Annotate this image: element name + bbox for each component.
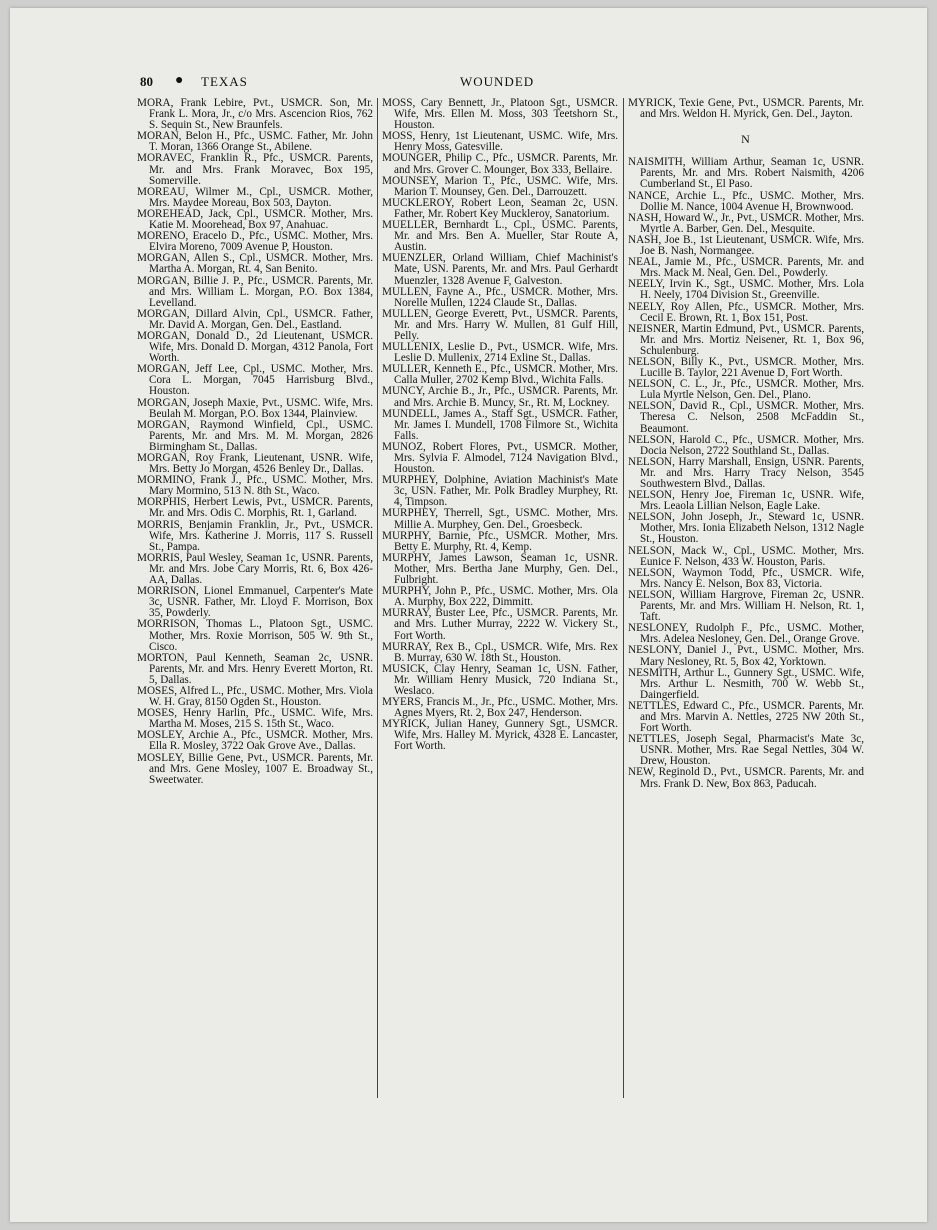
casualty-entry: NELSON, Waymon Todd, Pfc., USMCR. Wife, Mrs. Nancy E. Nelson, Box 83, Victoria. bbox=[628, 566, 864, 590]
casualty-entry: MORA, Frank Lebire, Pvt., USMCR. Son, Mr. Frank L. Mora, Jr., c/o Mrs. Ascencion Rios, 762 S. Sequin St., New Braunfels. bbox=[137, 97, 373, 132]
casualty-entry: MORGAN, Billie J. P., Pfc., USMCR. Parents, Mr. and Mrs. William L. Morgan, P.O. Box 1384, Levelland. bbox=[137, 274, 373, 309]
casualty-entry: MUELLER, Bernhardt L., Cpl., USMC. Parents, Mr. and Mrs. Ben A. Mueller, Star Route A, Austin. bbox=[382, 219, 618, 254]
casualty-entry: MORPHIS, Herbert Lewis, Pvt., USMCR. Parents, Mr. and Mrs. Odis C. Morphis, Rt. 1, Garland. bbox=[137, 496, 373, 520]
casualty-entry: NASH, Joe B., 1st Lieutenant, USMCR. Wife, Mrs. Joe B. Nash, Normangee. bbox=[628, 233, 864, 258]
casualty-entry: NESLONY, Daniel J., Pvt., USMC. Mother, Mrs. Mary Nesloney, Rt. 5, Box 42, Yorktown. bbox=[628, 644, 864, 668]
header-state: TEXAS bbox=[201, 74, 248, 89]
casualty-entry: MULLEN, George Everett, Pvt., USMCR. Parents, Mr. and Mrs. Harry W. Mullen, 81 Gulf Hill, Pelly. bbox=[382, 307, 618, 342]
casualty-entry: NELSON, David R., Cpl., USMCR. Mother, Mrs. Theresa C. Nelson, 2508 McFaddin St., Beaumont. bbox=[628, 400, 864, 435]
casualty-entry: MORGAN, Roy Frank, Lieutenant, USNR. Wife, Mrs. Betty Jo Morgan, 4526 Benley Dr., Dallas. bbox=[137, 452, 373, 476]
casualty-entry: MORRISON, Thomas L., Platoon Sgt., USMC. Mother, Mrs. Roxie Morrison, 505 W. 9th St., Cisco. bbox=[137, 618, 373, 653]
casualty-entry: MORTON, Paul Kenneth, Seaman 2c, USNR. Parents, Mr. and Mrs. Henry Everett Morton, Rt. 5, Dallas. bbox=[137, 651, 373, 686]
casualty-entry: MOUNGER, Philip C., Pfc., USMCR. Parents, Mr. and Mrs. Grover C. Mounger, Box 333, Bellaire. bbox=[382, 152, 618, 176]
casualty-entry: MOSLEY, Archie A., Pfc., USMCR. Mother, Mrs. Ella R. Mosley, 3722 Oak Grove Ave., Dallas. bbox=[137, 729, 373, 753]
column-3-entries-after bbox=[628, 157, 864, 789]
casualty-entry: NESMITH, Arthur L., Gunnery Sgt., USMC. Wife, Mrs. Arthur L. Nesmith, 700 W. Webb St., Daingerfield. bbox=[628, 666, 864, 701]
casualty-entry: NETTLES, Edward C., Pfc., USMCR. Parents, Mr. and Mrs. Marvin A. Nettles, 2725 NW 20th St., Fort Worth. bbox=[628, 699, 864, 735]
casualty-entry: MORGAN, Donald D., 2d Lieutenant, USMCR. Wife, Mrs. Donald D. Morgan, 4312 Panola, Fort Worth. bbox=[137, 329, 373, 365]
section-letter: N bbox=[741, 132, 751, 147]
column-1 bbox=[137, 98, 373, 786]
casualty-entry: MOSES, Henry Harlin, Pfc., USMC. Wife, Mrs. Martha M. Moses, 215 S. 15th St., Waco. bbox=[137, 707, 373, 731]
casualty-entry: MUNCY, Archie B., Jr., Pfc., USMCR. Parents, Mr. and Mrs. Archie B. Muncy, Sr., Rt. M, Lockney. bbox=[382, 385, 618, 409]
casualty-entry: NETTLES, Joseph Segal, Pharmacist's Mate 3c, USNR. Mother, Mrs. Rae Segal Nettles, 304 W. Drew, Houston. bbox=[628, 733, 864, 768]
casualty-entry: NELSON, Mack W., Cpl., USMC. Mother, Mrs. Eunice F. Nelson, 433 W. Houston, Paris. bbox=[628, 544, 864, 568]
casualty-entry: MORGAN, Jeff Lee, Cpl., USMC. Mother, Mrs. Cora L. Morgan, 7045 Harrisburg Blvd., Houston. bbox=[137, 363, 373, 398]
casualty-entry: MYERS, Francis M., Jr., Pfc., USMC. Mother, Mrs. Agnes Myers, Rt. 2, Box 247, Henderson. bbox=[382, 696, 618, 720]
column-3-entries-before bbox=[628, 98, 864, 120]
casualty-entry: NELSON, John Joseph, Jr., Steward 1c, USNR. Mother, Mrs. Ionia Elizabeth Nelson, 1312 Nagle St., Houston. bbox=[628, 511, 864, 546]
casualty-entry: MUSICK, Clay Henry, Seaman 1c, USN. Father, Mr. William Henry Musick, 720 Indiana St., Weslaco. bbox=[382, 662, 618, 697]
header-title: WOUNDED bbox=[460, 74, 535, 89]
casualty-entry: NELSON, C. L., Jr., Pfc., USMCR. Mother, Mrs. Lula Myrtle Nelson, Gen. Del., Plano. bbox=[628, 378, 864, 402]
casualty-entry: MORAVEC, Franklin R., Pfc., USMCR. Parents, Mr. and Mrs. Frank Moravec, Box 195, Somerville. bbox=[137, 152, 373, 187]
column-2 bbox=[382, 98, 618, 753]
casualty-entry: NELSON, Billy K., Pvt., USMCR. Mother, Mrs. Lucille B. Taylor, 221 Avenue D, Fort Worth. bbox=[628, 355, 864, 380]
casualty-entry: MUNDELL, James A., Staff Sgt., USMCR. Father, Mr. James I. Mundell, 1708 Filmore St., Wichita Falls. bbox=[382, 407, 618, 442]
column-divider bbox=[377, 98, 378, 1098]
casualty-entry: MOUNSEY, Marion T., Pfc., USMC. Wife, Mrs. Marion T. Mounsey, Gen. Del., Darrouzett. bbox=[382, 174, 618, 198]
casualty-entry: MURRAY, Buster Lee, Pfc., USMCR. Parents, Mr. and Mrs. Luther Murray, 2222 W. Vickery St., Fort Worth. bbox=[382, 607, 618, 642]
column-3 bbox=[628, 98, 864, 790]
casualty-entry: MURPHEY, Therrell, Sgt., USMC. Mother, Mrs. Millie A. Murphey, Gen. Del., Groesbeck. bbox=[382, 507, 618, 531]
casualty-entry: MUENZLER, Orland William, Chief Machinist's Mate, USN. Parents, Mr. and Mrs. Paul Gerhardt Muenzler, 1328 Avenue F, Galveston. bbox=[382, 252, 618, 287]
casualty-entry: NEAL, Jamie M., Pfc., USMCR. Parents, Mr. and Mrs. Mack M. Neal, Gen. Del., Powderly. bbox=[628, 256, 864, 280]
page-header bbox=[140, 74, 870, 92]
casualty-entry: MORMINO, Frank J., Pfc., USMC. Mother, Mrs. Mary Mormino, 513 N. 8th St., Waco. bbox=[137, 474, 373, 498]
header-bullet: ● bbox=[175, 73, 184, 88]
casualty-entry: MORGAN, Joseph Maxie, Pvt., USMC. Wife, Mrs. Beulah M. Morgan, P.O. Box 1344, Plainview. bbox=[137, 396, 373, 420]
casualty-entry: MOSES, Alfred L., Pfc., USMC. Mother, Mrs. Viola W. H. Gray, 8150 Ogden St., Houston. bbox=[137, 684, 373, 709]
casualty-entry: NAISMITH, William Arthur, Seaman 1c, USNR. Parents, Mr. and Mrs. Robert Naismith, 4206 Cumberland St., El Paso. bbox=[628, 156, 864, 191]
casualty-entry: MURRAY, Rex B., Cpl., USMCR. Wife, Mrs. Rex B. Murray, 630 W. 18th St., Houston. bbox=[382, 640, 618, 664]
casualty-entry: MULLENIX, Leslie D., Pvt., USMCR. Wife, Mrs. Leslie D. Mullenix, 2714 Exline St., Dallas. bbox=[382, 341, 618, 365]
page-number: 80 bbox=[140, 74, 153, 89]
casualty-entry: MOSS, Henry, 1st Lieutenant, USMC. Wife, Mrs. Henry Moss, Gatesville. bbox=[382, 130, 618, 154]
casualty-entry: NELSON, Henry Joe, Fireman 1c, USNR. Wife, Mrs. Leaola Lillian Nelson, Eagle Lake. bbox=[628, 489, 864, 513]
casualty-entry: MOREHEAD, Jack, Cpl., USMCR. Mother, Mrs. Katie M. Moorehead, Box 97, Anahuac. bbox=[137, 207, 373, 232]
casualty-entry: MORRISON, Lionel Emmanuel, Carpenter's Mate 3c, USNR. Father, Mr. Lloyd F. Morrison, Box 35, Powderly. bbox=[137, 585, 373, 620]
casualty-entry: NELSON, William Hargrove, Fireman 2c, USNR. Parents, Mr. and Mrs. William H. Nelson, Rt. 1, Taft. bbox=[628, 588, 864, 624]
casualty-entry: MORRIS, Benjamin Franklin, Jr., Pvt., USMCR. Wife, Mrs. Katherine J. Morris, 117 S. Russell St., Pampa. bbox=[137, 518, 373, 553]
casualty-entry: MORENO, Eracelo D., Pfc., USMC. Mother, Mrs. Elvira Moreno, 7009 Avenue P, Houston. bbox=[137, 230, 373, 254]
casualty-entry: MURPHY, James Lawson, Seaman 1c, USNR. Mother, Mrs. Bertha Jane Murphy, Gen. Del., Fulbright. bbox=[382, 551, 618, 587]
casualty-entry: MUCKLEROY, Robert Leon, Seaman 2c, USN. Father, Mr. Robert Key Muckleroy, Sanatorium. bbox=[382, 196, 618, 220]
casualty-entry: MYRICK, Julian Haney, Gunnery Sgt., USMCR. Wife, Mrs. Halley M. Myrick, 4328 E. Lancaster, Fort Worth. bbox=[382, 718, 618, 753]
casualty-entry: MORGAN, Raymond Winfield, Cpl., USMC. Parents, Mr. and Mrs. M. M. Morgan, 2826 Birmingham St., Dallas. bbox=[137, 418, 373, 453]
column-divider bbox=[623, 98, 624, 1098]
casualty-entry: NEW, Reginold D., Pvt., USMCR. Parents, Mr. and Mrs. Frank D. New, Box 863, Paducah. bbox=[628, 766, 864, 790]
casualty-entry: MURPHY, John P., Pfc., USMC. Mother, Mrs. Ola A. Murphy, Box 222, Dimmitt. bbox=[382, 585, 618, 609]
casualty-entry: NANCE, Archie L., Pfc., USMC. Mother, Mrs. Dollie M. Nance, 1004 Avenue H, Brownwood. bbox=[628, 189, 864, 213]
casualty-entry: NESLONEY, Rudolph F., Pfc., USMC. Mother, Mrs. Adelea Nesloney, Gen. Del., Orange Grove. bbox=[628, 622, 864, 646]
casualty-entry: MULLER, Kenneth E., Pfc., USMCR. Mother, Mrs. Calla Muller, 2702 Kemp Blvd., Wichita Falls. bbox=[382, 363, 618, 387]
casualty-entry: MORGAN, Dillard Alvin, Cpl., USMCR. Father, Mr. David A. Morgan, Gen. Del., Eastland. bbox=[137, 307, 373, 331]
casualty-entry: NEISNER, Martin Edmund, Pvt., USMCR. Parents, Mr. and Mrs. Mortiz Neisener, Rt. 1, Box 96, Schulenburg. bbox=[628, 322, 864, 357]
casualty-entry: MUNOZ, Robert Flores, Pvt., USMCR. Mother, Mrs. Sylvia F. Almodel, 7124 Navigation Blvd., Houston. bbox=[382, 440, 618, 476]
casualty-entry: MOSS, Cary Bennett, Jr., Platoon Sgt., USMCR. Wife, Mrs. Ellen M. Moss, 303 Teetshorn St., Houston. bbox=[382, 97, 618, 132]
casualty-entry: MURPHY, Barnie, Pfc., USMCR. Mother, Mrs. Betty E. Murphy, Rt. 4, Kemp. bbox=[382, 529, 618, 553]
casualty-entry: NEELY, Irvin K., Sgt., USMC. Mother, Mrs. Lola H. Neely, 1704 Division St., Greenville. bbox=[628, 278, 864, 302]
casualty-entry: MOSLEY, Billie Gene, Pvt., USMCR. Parents, Mr. and Mrs. Gene Mosley, 1007 E. Broadway St., Sweetwater. bbox=[137, 751, 373, 786]
casualty-entry: MYRICK, Texie Gene, Pvt., USMCR. Parents, Mr. and Mrs. Weldon H. Myrick, Gen. Del., Jayton. bbox=[628, 97, 864, 121]
casualty-entry: NEELY, Roy Allen, Pfc., USMCR. Mother, Mrs. Cecil E. Brown, Rt. 1, Box 151, Post. bbox=[628, 300, 864, 324]
casualty-entry: NELSON, Harold C., Pfc., USMCR. Mother, Mrs. Docia Nelson, 2722 Southland St., Dallas. bbox=[628, 433, 864, 457]
casualty-entry: NELSON, Harry Marshall, Ensign, USNR. Parents, Mr. and Mrs. Harry Tracy Nelson, 3545 Southwestern Blvd., Dallas. bbox=[628, 455, 864, 490]
casualty-entry: NASH, Howard W., Jr., Pvt., USMCR. Mother, Mrs. Myrtle A. Barber, Gen. Del., Mesquite. bbox=[628, 211, 864, 235]
casualty-entry: MURPHEY, Dolphine, Aviation Machinist's Mate 3c, USN. Father, Mr. Polk Bradley Murphey, Rt. 4, Timpson. bbox=[382, 474, 618, 509]
casualty-entry: MOREAU, Wilmer M., Cpl., USMCR. Mother, Mrs. Maydee Moreau, Box 503, Dayton. bbox=[137, 185, 373, 209]
casualty-entry: MORRIS, Paul Wesley, Seaman 1c, USNR. Parents, Mr. and Mrs. Jobe Cary Morris, Rt. 6, Box 426-AA, Dallas. bbox=[137, 551, 373, 587]
casualty-entry: MORGAN, Allen S., Cpl., USMCR. Mother, Mrs. Martha A. Morgan, Rt. 4, San Benito. bbox=[137, 252, 373, 276]
casualty-entry: MORAN, Belon H., Pfc., USMC. Father, Mr. John T. Moran, 1366 Orange St., Abilene. bbox=[137, 130, 373, 154]
document-page bbox=[10, 8, 927, 1222]
casualty-entry: MULLEN, Fayne A., Pfc., USMCR. Mother, Mrs. Norelle Mullen, 1224 Claude St., Dallas. bbox=[382, 285, 618, 309]
